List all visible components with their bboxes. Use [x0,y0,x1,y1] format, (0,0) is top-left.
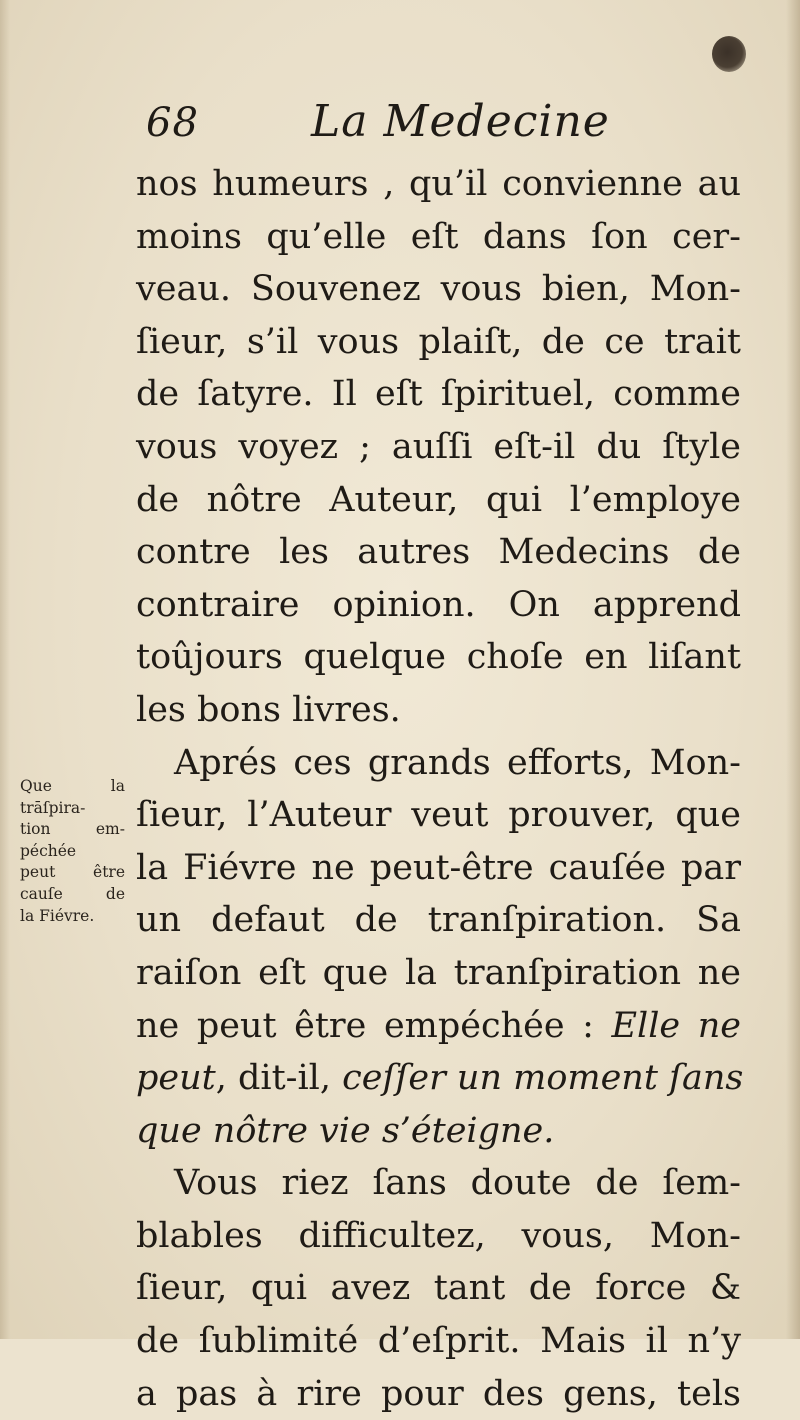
text-line: ſieur, l’Auteur veut prouver, que [136,795,741,836]
text-line: ſieur, qui avez tant de force & [136,1268,741,1309]
margin-note-line: péchée [20,841,77,860]
text-line: contraire opinion. On apprend [136,584,741,625]
text-line: un defaut de tranſpiration. Sa [136,900,741,941]
text-line: veau. Souvenez vous bien, Mon- [136,269,741,310]
ink-blot-mark [712,36,746,72]
text-line: contre les autres Medecins de [136,532,741,573]
text-fragment: ne peut être empéchée : [136,1005,594,1046]
quote-fragment: peut [136,1058,216,1099]
text-line: de nôtre Auteur, qui l’employe [136,479,741,520]
margin-note-line: tion em- [20,820,125,839]
text-line: ſieur, s’il vous plaiſt, de ce trait [136,321,741,362]
text-line: de ſublimité d’eſprit. Mais il n’y [136,1321,741,1362]
margin-note-line: la Fiévre. [20,906,95,925]
text-line: a pas à rire pour des gens, tels [136,1373,741,1414]
text-line-mixed [136,1052,744,1105]
page-number: 68 [146,100,199,146]
text-line: la Fiévre ne peut-être cauſée par [136,847,741,888]
text-line: vous voyez ; auſſi eſt-il du ſtyle [136,426,741,467]
text-line: toûjours quelque choſe en liſant [136,637,741,678]
quote-fragment: ceſſer un moment ſans [342,1058,744,1099]
margin-note-line: cauſe de [20,884,125,903]
text-line: de ſatyre. Il eſt ſpirituel, comme [136,374,741,415]
body-text [136,158,744,1420]
text-line: Aprés ces grands efforts, Mon- [174,742,741,783]
text-line: les bons livres. [136,689,401,730]
text-line: nos humeurs , qu’il convienne au [136,164,741,204]
text-line-mixed [136,1000,741,1053]
quote-fragment: Elle ne [611,1005,741,1046]
page-left-shadow [0,0,10,1339]
text-line: blables difficultez, vous, Mon- [136,1215,741,1256]
margin-note-line: Que la [20,777,125,795]
text-line: Vous riez ſans doute de ſem- [174,1163,741,1204]
margin-note-line: peut être [20,863,125,882]
margin-note-line: trāſpira- [20,798,86,817]
page-right-shadow [786,0,800,1339]
text-line: raiſon eſt que la tranſpiration ne [136,952,741,993]
running-title: La Medecine [311,96,610,147]
marginal-note [20,776,125,927]
text-fragment: , dit-il, [215,1058,331,1099]
text-line: moins qu’elle eſt dans ſon cer- [136,216,741,257]
quote-line: que nôtre vie s’éteigne. [136,1110,555,1151]
page-header [146,96,746,156]
